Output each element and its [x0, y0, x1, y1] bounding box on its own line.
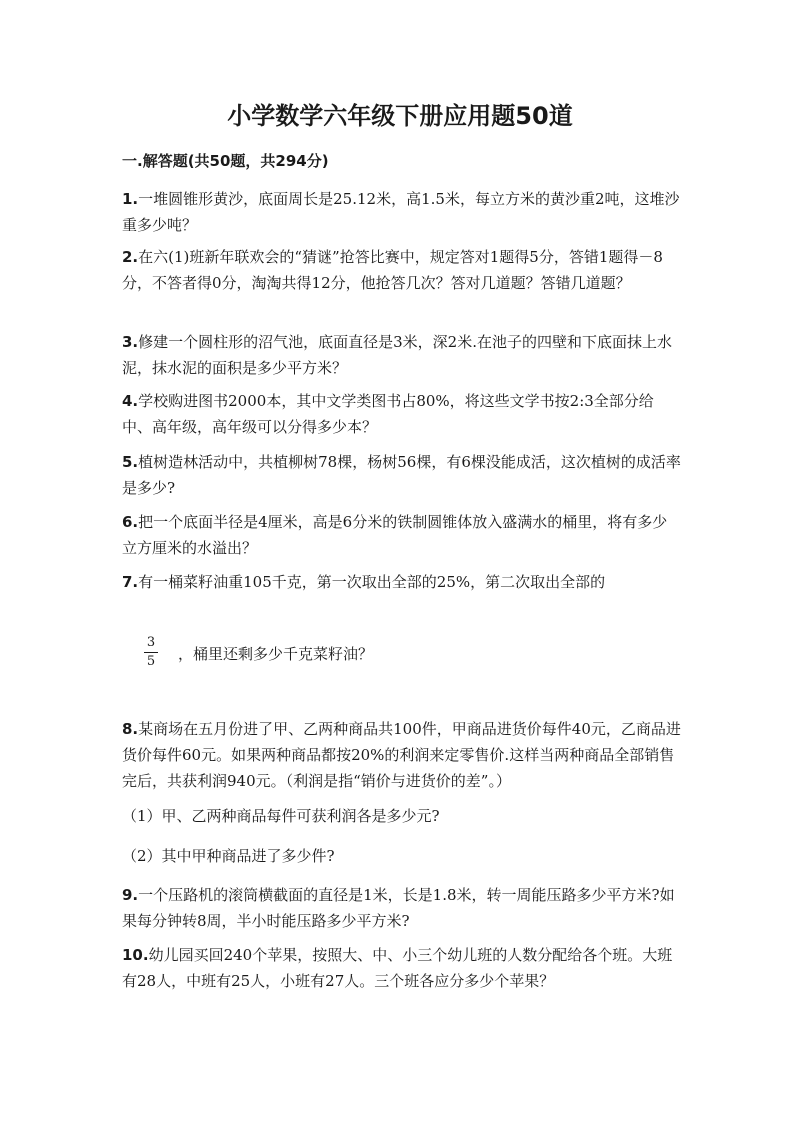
question-text: 把一个底面半径是4厘米，高是6分米的铁制圆锥体放入盛满水的桶里，将有多少立方厘米的水溢出？ — [122, 513, 668, 557]
question-text: 某商场在五月份进了甲、乙两种商品共100件，甲商品进货价每件40元，乙商品进货价每件60元。如果两种商品都按20%的利润来定零售价.这样当两种商品全部销售完后，共获利润940元。（利润是指“销价与进货价的差”。） — [122, 720, 681, 790]
question-number: 6. — [122, 513, 139, 531]
question-text: 一个压路机的滚筒横截面的直径是1米，长是1.8米，转一周能压路多少平方米?如果每分钟转8周，半小时能压路多少平方米? — [122, 886, 675, 930]
question-number: 7. — [122, 573, 139, 591]
question-text: 幼儿园买回240个苹果，按照大、中、小三个幼儿班的人数分配给各个班。大班有28人，中班有25人，小班有27人。三个班各应分多少个苹果？ — [122, 946, 673, 990]
question-1 — [122, 186, 682, 238]
sub-question-2: （2）其中甲种商品进了多少件? — [122, 847, 335, 865]
question-2 — [122, 244, 682, 296]
question-number: 8. — [122, 720, 139, 738]
fraction — [144, 636, 158, 669]
question-10 — [122, 942, 682, 994]
fraction-numerator: 3 — [146, 635, 156, 650]
question-number: 2. — [122, 248, 139, 266]
question-text: 在六(1)班新年联欢会的“猜谜”抢答比赛中，规定答对1题得5分，答错1题得－8分，不答者得0分，淘淘共得12分，他抢答几次？答对几道题？答错几道题？ — [122, 248, 663, 292]
question-number: 10. — [122, 946, 149, 964]
question-6 — [122, 509, 682, 561]
question-4 — [122, 388, 682, 440]
question-text: 有一桶菜籽油重105千克，第一次取出全部的25%，第二次取出全部的 — [138, 573, 606, 591]
sub-question-1: （1）甲、乙两种商品每件可获利润各是多少元? — [122, 807, 440, 825]
fraction-bar — [144, 652, 158, 653]
section-heading: 一.解答题(共50题，共294分) — [122, 152, 329, 170]
question-number: 3. — [122, 333, 139, 351]
question-7 — [122, 569, 682, 595]
page-title: 小学数学六年级下册应用题50道 — [227, 102, 573, 130]
question-number: 9. — [122, 886, 139, 904]
question-7-continuation: ，桶里还剩多少千克菜籽油？ — [178, 645, 374, 663]
question-text: 植树造林活动中，共植柳树78棵，杨树56棵，有6棵没能成活，这次植树的成活率是多少? — [122, 453, 681, 497]
question-number: 4. — [122, 392, 139, 410]
question-8 — [122, 716, 682, 794]
question-number: 5. — [122, 453, 139, 471]
question-9 — [122, 882, 682, 934]
question-text: 修建一个圆柱形的沼气池，底面直径是3米，深2米.在池子的四壁和下底面抹上水泥，抹水泥的面积是多少平方米？ — [122, 333, 672, 377]
question-5 — [122, 449, 682, 501]
question-text: 一堆圆锥形黄沙，底面周长是25.12米，高1.5米，每立方米的黄沙重2吨，这堆沙重多少吨？ — [122, 190, 680, 234]
fraction-denominator: 5 — [146, 654, 156, 669]
question-3 — [122, 329, 682, 381]
question-text: 学校购进图书2000本，其中文学类图书占80%，将这些文学书按2:3全部分给中、高年级，高年级可以分得多少本？ — [122, 392, 654, 436]
question-number: 1. — [122, 190, 139, 208]
